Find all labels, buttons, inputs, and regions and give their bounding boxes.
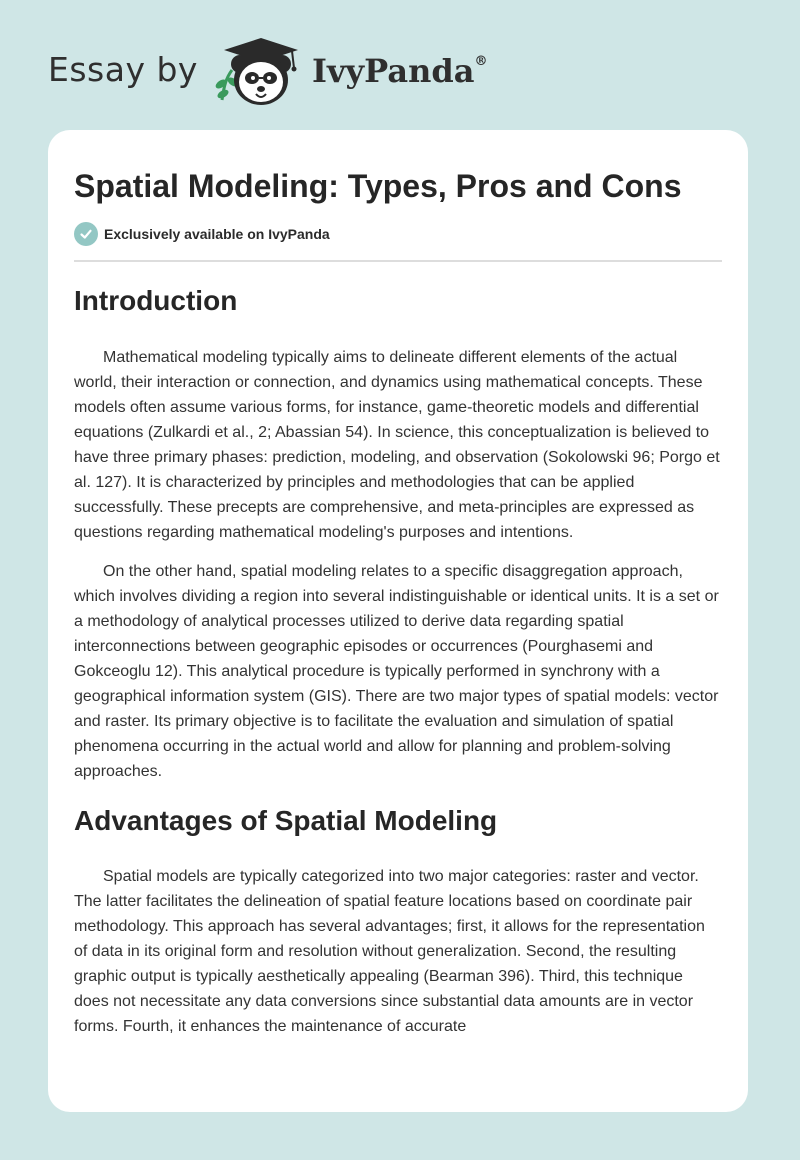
divider	[74, 260, 722, 262]
check-icon	[74, 222, 98, 246]
panda-graduate-icon[interactable]	[212, 34, 308, 110]
paragraph: Mathematical modeling typically aims to delineate different elements of the actual world, their interaction or connection, and dynamics using mathematical concepts. These models often assume various forms, for instance, game-theoretic models and differential equations (Zulkardi et al., 2; Abassian 54). In science, this conceptualization is believed to have three primary phases: prediction, modeling, and observation (Sokolowski 96; Porgo et al. 127). It is characterized by principles and methodologies that can be applied successfully. These precepts are comprehensive, and meta-principles are expressed as questions regarding mathematical modeling's purposes and intentions.	[74, 349, 720, 541]
section-heading: Introduction	[74, 285, 238, 316]
page-title: Spatial Modeling: Types, Pros and Cons	[74, 168, 682, 204]
section-advantages	[74, 804, 722, 1039]
paragraph: Spatial models are typically categorized into two major categories: raster and vector. The latter facilitates the delineation of spatial feature locations based on coordinate pair methodology. This approach has several advantages; first, it allows for the representation of data in its original form and resolution without generalization. Second, the resulting graphic output is typically aesthetically appealing (Bearman 396). Third, this technique does not necessitate any data conversions since substantial data amounts are in vector forms. Fourth, it enhances the maintenance of accurate	[74, 868, 705, 1035]
essay-card	[48, 130, 748, 1112]
registered-mark: ®	[474, 54, 488, 69]
brand-name: IvyPanda®	[311, 52, 488, 90]
section-introduction	[74, 284, 722, 784]
section-heading: Advantages of Spatial Modeling	[74, 805, 498, 836]
paragraph: On the other hand, spatial modeling relates to a specific disaggregation approach, which involves dividing a region into several indistinguishable or identical units. It is a set or a methodology of analytical processes utilized to derive data regarding spatial interconnections between geographic episodes or occurrences (Pourghasemi and Gokceoglu 12). This analytical procedure is typically performed in synchrony with a geographical information system (GIS). There are two major types of spatial models: vector and raster. Its primary objective is to facilitate the evaluation and simulation of spatial phenomena occurring in the actual world and allow for planning and problem-solving approaches.	[74, 563, 719, 780]
exclusive-badge	[74, 222, 722, 246]
brand-header	[48, 34, 487, 110]
exclusive-badge-label: Exclusively available on IvyPanda	[104, 226, 330, 242]
brand-prefix: Essay by	[48, 49, 198, 89]
